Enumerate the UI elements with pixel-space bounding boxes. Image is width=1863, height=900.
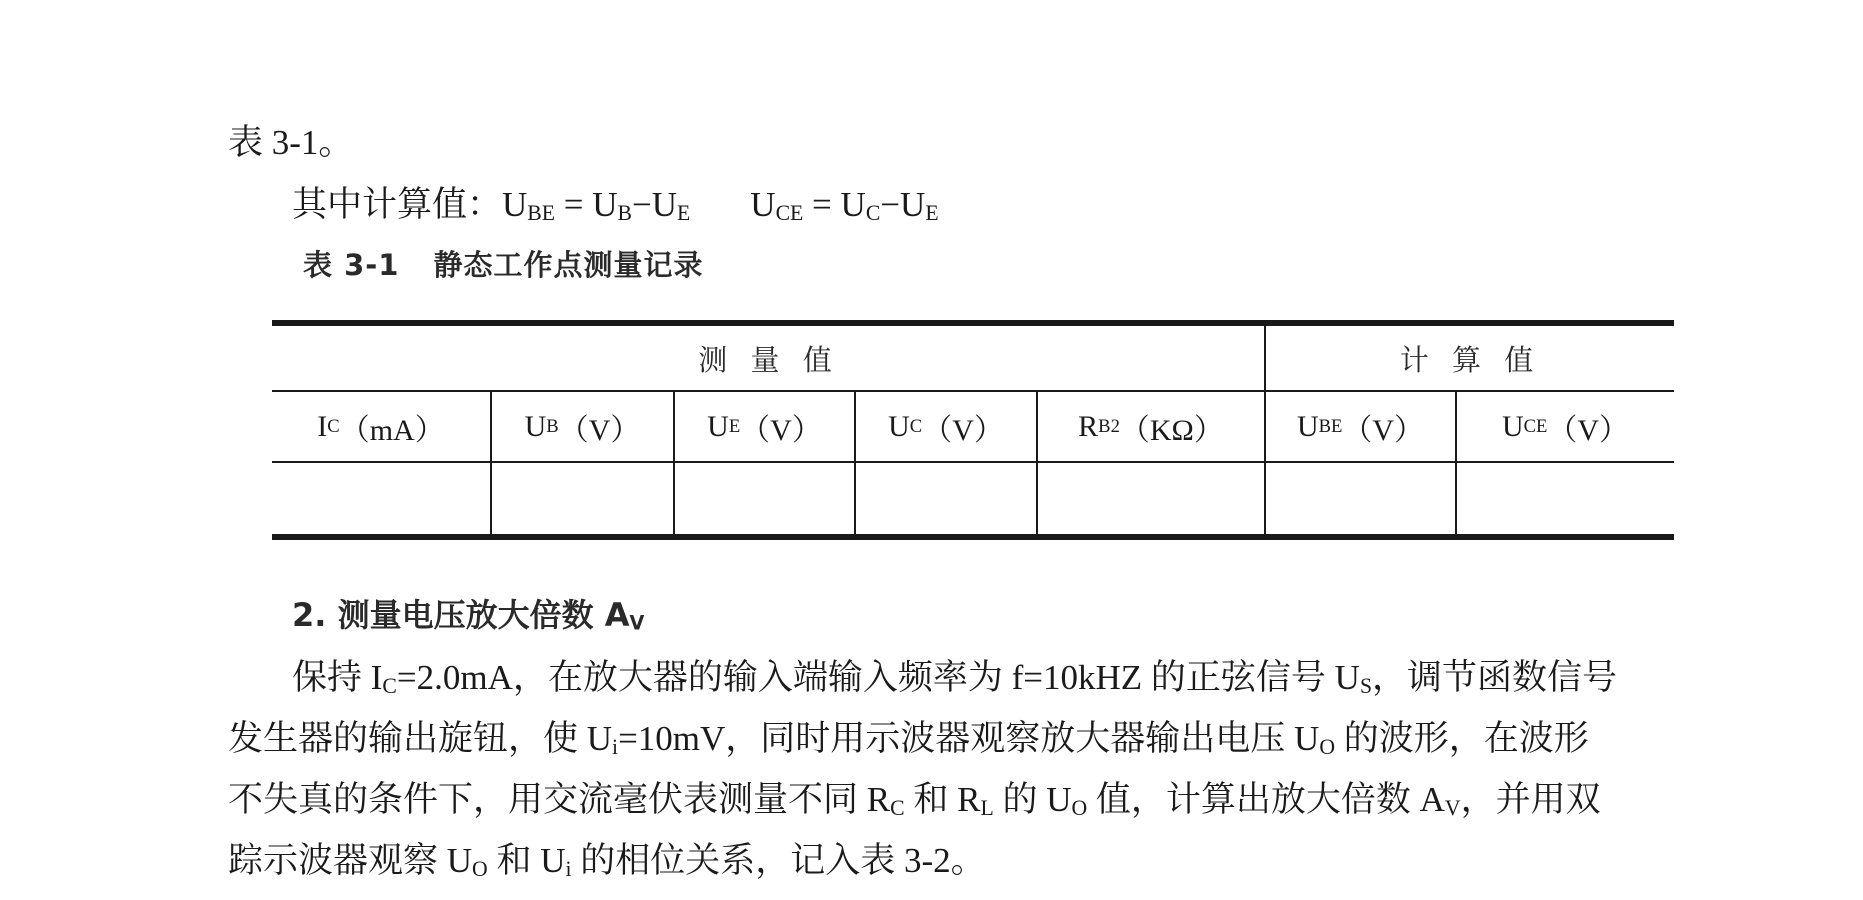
static-operating-point-table: [272, 320, 1674, 541]
column-header-ue: U E （V）: [707, 409, 822, 447]
formula-ube: $U_{BE} = U_B-U_E$: [502, 185, 691, 225]
body-paragraph-line: 踪示波器观察 $U_O$ 和 $U_i$ 的相位关系，记入表 3-2。: [228, 841, 986, 881]
body-paragraph-line: 不失真的条件下，用交流毫伏表测量不同 $R_C$ 和 $R_L$ 的 $U_O$ 值，计算出放大倍数 $A_V$，并用双: [228, 780, 1601, 820]
table-cell-empty: [675, 463, 854, 534]
column-header-ub: U B （V）: [524, 409, 641, 447]
section-heading: 2. 测量电压放大倍数 $A_V$: [292, 596, 645, 635]
column-header-ic: I C （mA）: [317, 409, 445, 447]
column-header-ube: U BE （V）: [1296, 409, 1425, 447]
body-paragraph-line: 保持 $I_C=2.0mA$，在放大器的输入端输入频率为 f=10kHZ 的正弦信号 $U_S$，调节函数信号: [292, 658, 1618, 698]
table-caption-number: 表 3-1: [303, 248, 400, 282]
column-header-uc: U C （V）: [888, 409, 1004, 447]
column-header-rb2: R B2 （KΩ）: [1078, 409, 1224, 447]
table-cell-empty: [272, 463, 490, 534]
column-header-uce: U CE （V）: [1501, 409, 1630, 447]
table-cell-empty: [1266, 463, 1455, 534]
calc-prefix: 其中计算值：: [292, 185, 503, 224]
table-cell-empty: [1457, 463, 1674, 534]
group-header-calculated: 计 算 值: [1399, 342, 1541, 377]
group-header-measured: 测 量 值: [698, 342, 839, 377]
table-caption: [303, 243, 704, 284]
table-caption-title: 静态工作点测量记录: [433, 248, 704, 282]
body-paragraph-line: 发生器的输出旋钮，使 $U_i=10mV$，同时用示波器观察放大器输出电压 $U_O$ 的波形，在波形: [228, 719, 1589, 759]
table-bottom-rule: [272, 534, 1674, 540]
table-cell-empty: [856, 463, 1036, 534]
table-reference-line: 表 3-1。: [228, 123, 354, 162]
table-cell-empty: [1038, 463, 1264, 534]
formula-uce: $U_{CE} = U_C-U_E$: [750, 185, 939, 225]
calculation-formula-line: [292, 177, 939, 227]
table-cell-empty: [492, 463, 673, 534]
